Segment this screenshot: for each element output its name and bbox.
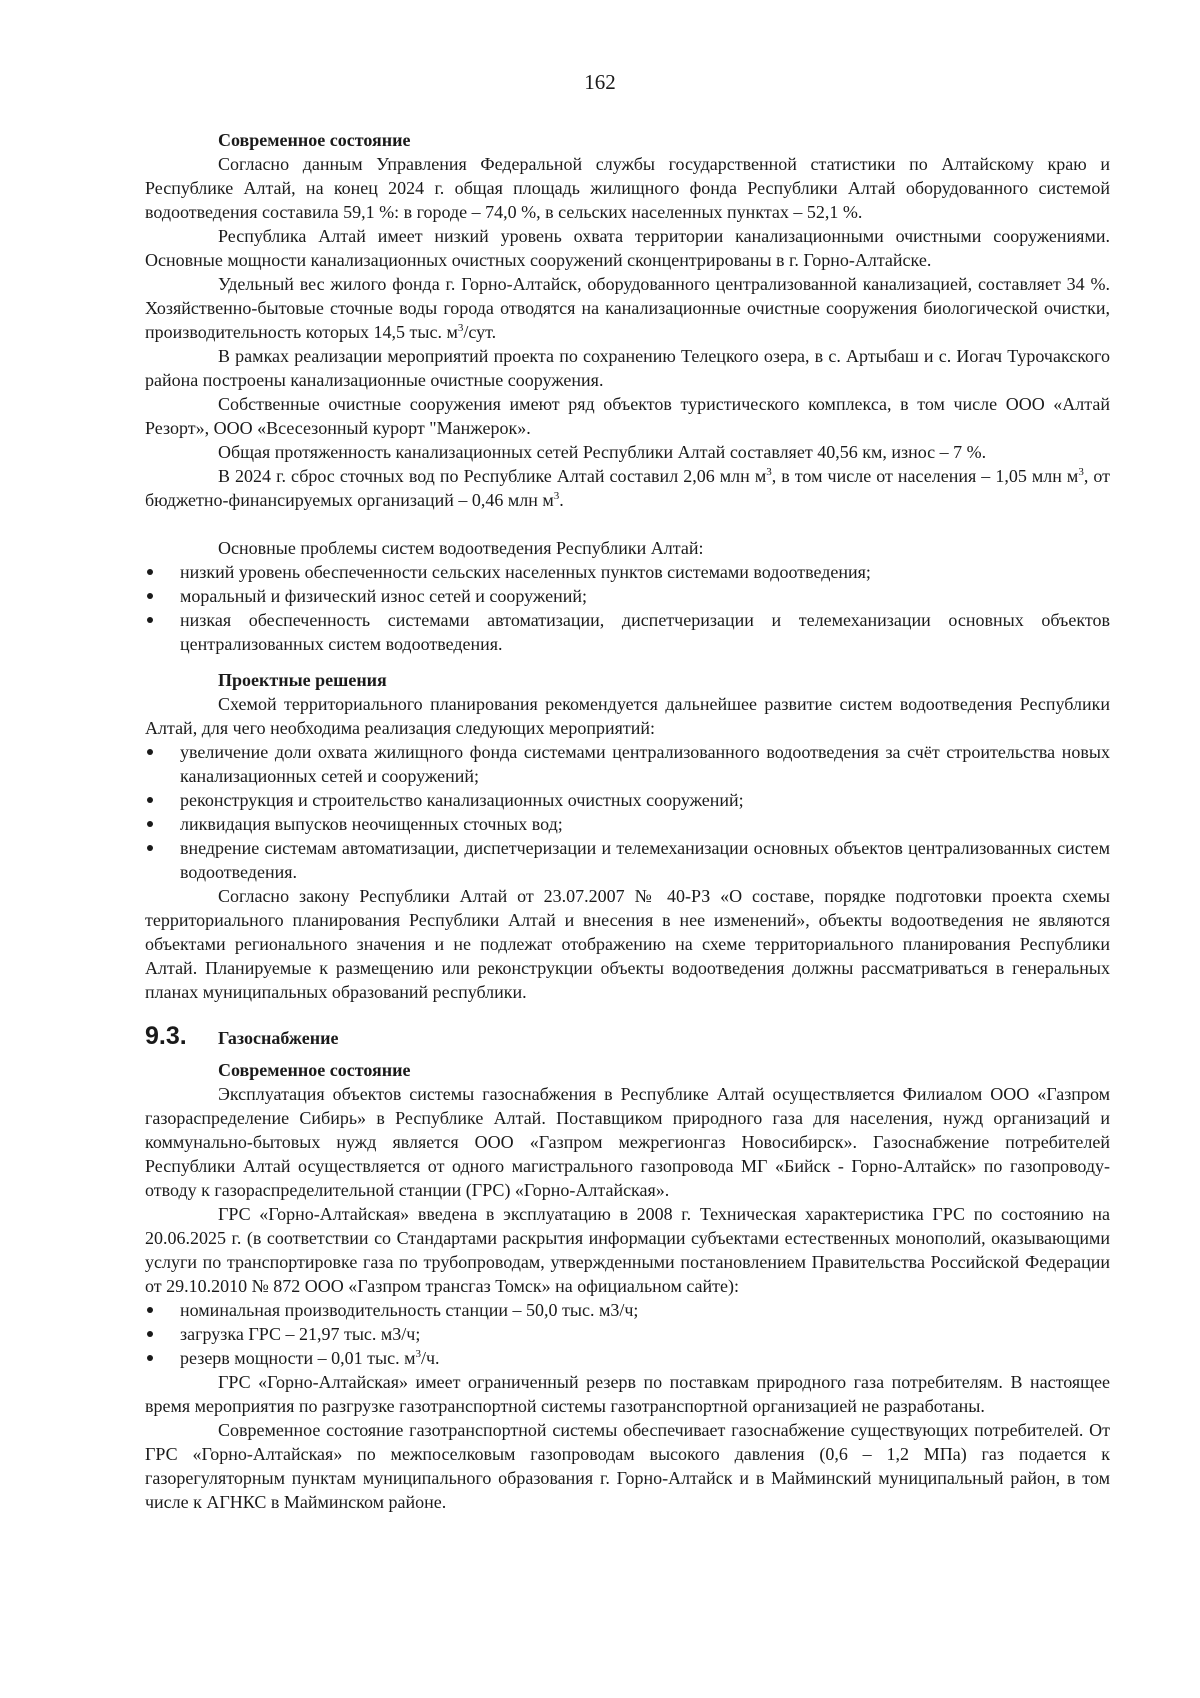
- section-number: 9.3.: [145, 1022, 187, 1050]
- measures-list: [145, 740, 1110, 884]
- paragraph: ГРС «Горно-Алтайская» имеет ограниченный резерв по поставкам природного газа потребителям. В настоящее время мероприятия по разгрузке газотранспортной системы газотранспортной организацией не разработаны.: [145, 1372, 1110, 1416]
- bullet-icon: [147, 797, 153, 803]
- superscript: 3: [553, 490, 560, 502]
- bullet-icon: [147, 821, 153, 827]
- text-run: , от бюджетно-финансируемых организаций – 0,46 млн м: [145, 466, 1111, 510]
- list-item-text: реконструкция и строительство канализационных очистных сооружений;: [180, 790, 744, 810]
- bullet-icon: [147, 593, 153, 599]
- text-run: Удельный вес жилого фонда г. Горно-Алтайск, оборудованного централизованной канализацией, составляет 34 %. Хозяйственно-бытовые сточные воды города отводятся на канализационные очистные сооружения биологической очистки, производительность которых 14,5 тыс. м: [145, 274, 1110, 342]
- paragraph: Современное состояние газотранспортной системы обеспечивает газоснабжение существующих потребителей. От ГРС «Горно-Алтайская» по межпоселковым газопроводам высокого давления (0,6 – 1,2 МПа) газ подается к газорегуляторным пунктам муниципального образования г. Горно-Алтайск и в Майминский муниципальный район, в том числе к АГНКС в Майминском районе.: [145, 1420, 1110, 1512]
- list-item-text: моральный и физический износ сетей и сооружений;: [180, 586, 587, 606]
- list-item-text: низкая обеспеченность системами автоматизации, диспетчеризации и телемеханизации основных объектов централизованных систем водоотведения.: [180, 610, 1110, 654]
- list-item-text: ликвидация выпусков неочищенных сточных вод;: [180, 814, 563, 834]
- subheading-current-state: Современное состояние: [218, 130, 411, 150]
- superscript: 3: [415, 1348, 421, 1360]
- list-item: [145, 1298, 1110, 1322]
- list-item: [145, 788, 1110, 812]
- problems-list: [145, 560, 1110, 656]
- list-item-text: увеличение доли охвата жилищного фонда системами централизованного водоотведения за счёт строительства новых канализационных сетей и сооружений;: [180, 742, 1110, 786]
- paragraph: В рамках реализации мероприятий проекта по сохранению Телецкого озера, в с. Артыбаш и с. Иогач Турочакского района построены канализационные очистные сооружения.: [145, 346, 1110, 390]
- list-item-text: низкий уровень обеспеченности сельских населенных пунктов системами водоотведения;: [180, 562, 871, 582]
- bullet-icon: [147, 749, 153, 755]
- text-run: /сут.: [463, 322, 497, 342]
- text-run: В 2024 г. сброс сточных вод по Республике Алтай составил 2,06 млн м: [218, 466, 767, 486]
- list-item: [145, 584, 1110, 608]
- problems-intro: Основные проблемы систем водоотведения Республики Алтай:: [218, 538, 704, 558]
- bullet-icon: [147, 1331, 153, 1337]
- page-content: [145, 128, 1110, 1514]
- paragraph: Схемой территориального планирования рекомендуется дальнейшее развитие систем водоотведения Республики Алтай, для чего необходима реализация следующих мероприятий:: [145, 694, 1110, 738]
- bullet-icon: [147, 845, 153, 851]
- paragraph: Эксплуатация объектов системы газоснабжения в Республике Алтай осуществляется Филиалом ООО «Газпром газораспределение Сибирь» в Республике Алтай. Поставщиком природного газа для населения, нужд организаций и коммунально-бытовых нужд является ООО «Газпром межрегионгаз Новосибирск». Газоснабжение потребителей Республики Алтай осуществляется от одного магистрального газопровода МГ «Бийск - Горно-Алтайск» по газопроводу-отводу к газораспределительной станции (ГРС) «Горно-Алтайская».: [145, 1084, 1110, 1200]
- subheading-current-state: Современное состояние: [218, 1060, 411, 1080]
- text-run: .: [559, 490, 564, 510]
- paragraph: Республика Алтай имеет низкий уровень охвата территории канализационными очистными сооружениями. Основные мощности канализационных очистных сооружений сконцентрированы в г. Горно-Алтайске.: [145, 226, 1110, 270]
- list-item-text: номинальная производительность станции – 50,0 тыс. м3/ч;: [180, 1300, 639, 1320]
- list-item: [145, 1346, 1110, 1370]
- superscript: 3: [766, 466, 772, 478]
- bullet-icon: [147, 1355, 153, 1361]
- list-item-text: /ч.: [420, 1348, 440, 1368]
- list-item: [145, 608, 1110, 656]
- bullet-icon: [147, 1307, 153, 1313]
- list-item-text: внедрение системам автоматизации, диспетчеризации и телемеханизации основных объектов централизованных систем водоотведения.: [180, 838, 1110, 882]
- paragraph: ГРС «Горно-Алтайская» введена в эксплуатацию в 2008 г. Техническая характеристика ГРС по состоянию на 20.06.2025 г. (в соответствии со Стандартами раскрытия информации субъектами естественных монополий, оказывающими услуги по транспортировке газа по трубопроводам, утвержденными постановлением Правительства Российской Федерации от 29.10.2010 № 872 ООО «Газпром трансгаз Томск» на официальном сайте):: [145, 1204, 1110, 1296]
- section-title: Газоснабжение: [218, 1028, 339, 1048]
- list-item-text: загрузка ГРС – 21,97 тыс. м3/ч;: [180, 1324, 421, 1344]
- paragraph: Согласно данным Управления Федеральной службы государственной статистики по Алтайскому краю и Республике Алтай, на конец 2024 г. общая площадь жилищного фонда Республики Алтай оборудованного системой водоотведения составила 59,1 %: в городе – 74,0 %, в сельских населенных пунктах – 52,1 %.: [145, 154, 1110, 222]
- list-item: [145, 836, 1110, 884]
- list-item-text: резерв мощности – 0,01 тыс. м: [180, 1348, 416, 1368]
- list-item: [145, 1322, 1110, 1346]
- specs-list: [145, 1298, 1110, 1370]
- paragraph: [145, 464, 1110, 512]
- bullet-icon: [147, 617, 153, 623]
- paragraph: [145, 272, 1110, 344]
- superscript: 3: [457, 322, 464, 334]
- list-item: [145, 812, 1110, 836]
- page-number: 162: [584, 70, 616, 94]
- section-heading: [145, 1024, 1110, 1050]
- paragraph: Согласно закону Республики Алтай от 23.07.2007 № 40-РЗ «О составе, порядке подготовки проекта схемы территориального планирования Республики Алтай и внесения в нее изменений», объекты водоотведения не являются объектами регионального значения и не подлежат отображению на схеме территориального планирования Республики Алтай. Планируемые к размещению или реконструкции объекты водоотведения должны рассматриваться в генеральных планах муниципальных образований республики.: [145, 886, 1110, 1002]
- list-item: [145, 560, 1110, 584]
- list-item: [145, 740, 1110, 788]
- paragraph: Общая протяженность канализационных сетей Республики Алтай составляет 40,56 км, износ – 7 %.: [218, 442, 987, 462]
- subheading-project-solutions: Проектные решения: [218, 670, 387, 690]
- superscript: 3: [1078, 466, 1084, 478]
- paragraph: Собственные очистные сооружения имеют ряд объектов туристического комплекса, в том числе ООО «Алтай Резорт», ООО «Всесезонный курорт "Манжерок».: [145, 394, 1110, 438]
- text-run: , в том числе от населения – 1,05 млн м: [771, 466, 1079, 486]
- bullet-icon: [147, 569, 153, 575]
